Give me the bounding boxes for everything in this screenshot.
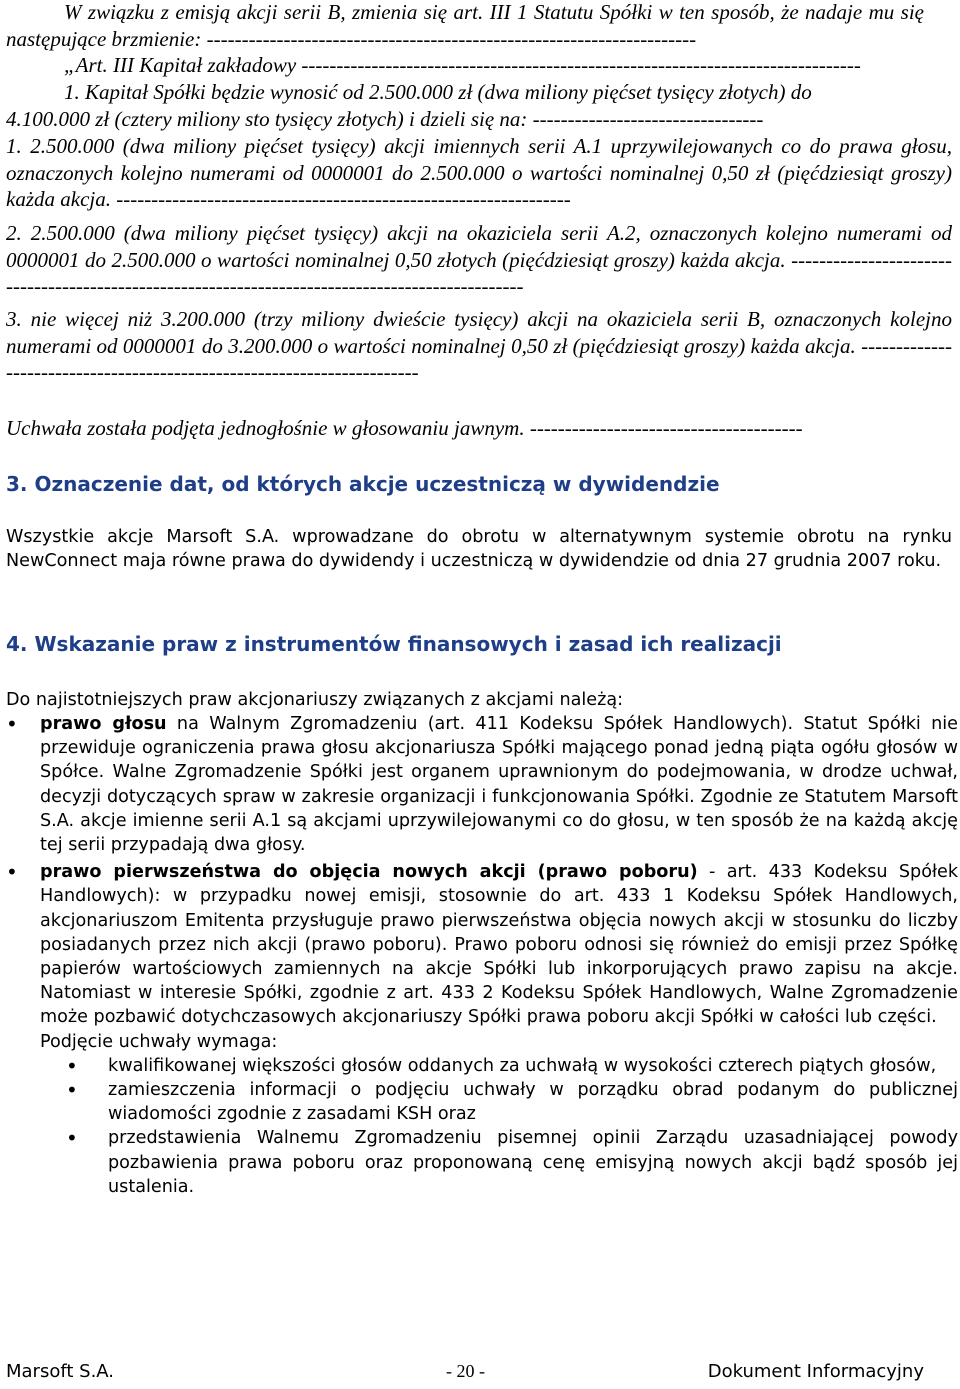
requirement-item: • zamieszczenia informacji o podjęciu uchwały w porządku obrad podanym do publicznej wiadomości zgodnie z zasadami KSH oraz (0, 1078, 958, 1126)
footer-company: Marsoft S.A. (6, 1361, 115, 1382)
requirements-list (40, 1054, 958, 1199)
capital-paragraph-line1: 1. Kapitał Spółki będzie wynosić od 2.500.000 zł (dwa miliony pięćset tysięcy złotych) do (64, 80, 812, 104)
capital-paragraph-line2: 4.100.000 zł (cztery miliony sto tysięcy złotych) i dzieli się na: --------------------------------- (6, 107, 764, 131)
article-heading: „Art. III Kapitał zakładowy -------------------------------------------------------------------------------- (64, 53, 861, 77)
resolution-line: Uchwała została podjęta jednogłośnie w głosowaniu jawnym. --------------------------------------- (6, 416, 803, 440)
right-preemption-desc (40, 860, 958, 1029)
right-preemption (0, 860, 958, 1199)
requirement-item: • przedstawienia Walnemu Zgromadzeniu pisemnej opinii Zarządu uzasadniającej powody pozbawienia prawa poboru oraz proponowaną cenę emisyjną nowych akcji bądź sposób jej ustalenia. (0, 1126, 958, 1199)
right-preemption-label: prawo pierwszeństwa do objęcia nowych akcji (prawo poboru) (40, 862, 698, 883)
requirements-intro: Podjęcie uchwały wymaga: (40, 1031, 278, 1052)
rights-list (0, 712, 958, 1199)
share-item-3: 3. nie więcej niż 3.200.000 (trzy miliony dwieście tysięcy) akcji na okaziciela serii B, oznaczonych kolejno numerami od 0000001 do 3.200.000 o wartości nominalnej 0,50 zł (pięćdziesiąt groszy) każda akcja. ------------------------------------------------------------------------ (6, 307, 952, 385)
right-voting (0, 712, 958, 857)
section-3-title: 3. Oznaczenie dat, od których akcje uczestniczą w dywidendzie (6, 472, 720, 496)
share-item-1: 1. 2.500.000 (dwa miliony pięćset tysięcy) akcji imiennych serii A.1 uprzywilejowanych co do prawa głosu, oznaczonych kolejno numerami od 0000001 do 2.500.000 o wartości nominalnej 0,50 zł (pięćdziesiąt groszy) każda akcja. ----------------------------------------------------------------- (6, 134, 952, 212)
right-preemption-text: - art. 433 Kodeksu Spółek Handlowych): w przypadku nowej emisji, stosownie do art. 433 1 Kodeksu Spółek Handlowych, akcjonariuszom Emitenta przysługuje prawo pierwszeństwa objęcia nowych akcji w stosunku do liczby posiadanych przez nich akcji (prawo poboru). Prawo poboru odnosi się również do emisji przez Spółkę papierów wartościowych zamiennych na akcje Spółki lub inkorporujących prawo zapisu na akcje. Natomiast w interesie Spółki, zgodnie z art. 433 2 Kodeksu Spółek Handlowych, Walne Zgromadzenie może pozbawić dotychczasowych akcjonariuszy Spółki prawa poboru akcji Spółki w całości lub części. (40, 862, 959, 1028)
share-item-2: 2. 2.500.000 (dwa miliony pięćset tysięcy) akcji na okaziciela serii A.2, oznaczonych kolejno numerami od 0000001 do 2.500.000 o wartości nominalnej 0,50 złotych (pięćdziesiąt groszy) każda akcja. ------------------------------------------------------------------------------------------------- (6, 221, 952, 299)
section-4-intro: Do najistotniejszych praw akcjonariuszy związanych z akcjami należą: (6, 690, 624, 710)
amendment-intro: W związku z emisją akcji serii B, zmienia się art. III 1 Statutu Spółki w ten sposób, że nadaje mu się następujące brzmienie: ---------------------------------------------------------------------- (6, 0, 924, 51)
section-4-title: 4. Wskazanie praw z instrumentów finansowych i zasad ich realizacji (6, 632, 782, 656)
right-voting-label: prawo głosu (40, 714, 167, 734)
section-3-body: Wszystkie akcje Marsoft S.A. wprowadzane do obrotu w alternatywnym systemie obrotu na rynku NewConnect maja równe prawa do dywidendy i uczestniczą w dywidendzie od dnia 27 grudnia 2007 roku. (6, 527, 952, 572)
footer-document-title: Dokument Informacyjny (707, 1361, 924, 1382)
requirement-item: • kwalifikowanej większości głosów oddanych za uchwałą w wysokości czterech piątych głosów, (0, 1054, 958, 1078)
right-voting-text: na Walnym Zgromadzeniu (art. 411 Kodeksu Spółek Handlowych). Statut Spółki nie przewiduje ograniczenia prawa głosu akcjonariusza Spółki mającego ponad jedną piąta ogółu głosów w Spółce. Walne Zgromadzenie Spółki jest organem uprawnionym do podejmowania, w drodze uchwał, decyzji dotyczących spraw w zakresie organizacji i funkcjonowania Spółki. Zgodnie ze Statutem Marsoft S.A. akcje imienne serii A.1 są akcjami uprzywilejowanymi co do głosu, w ten sposób że na każdą akcję tej serii przypadają dwa głosy. (40, 714, 958, 856)
footer-page-number: - 20 - (446, 1361, 485, 1381)
